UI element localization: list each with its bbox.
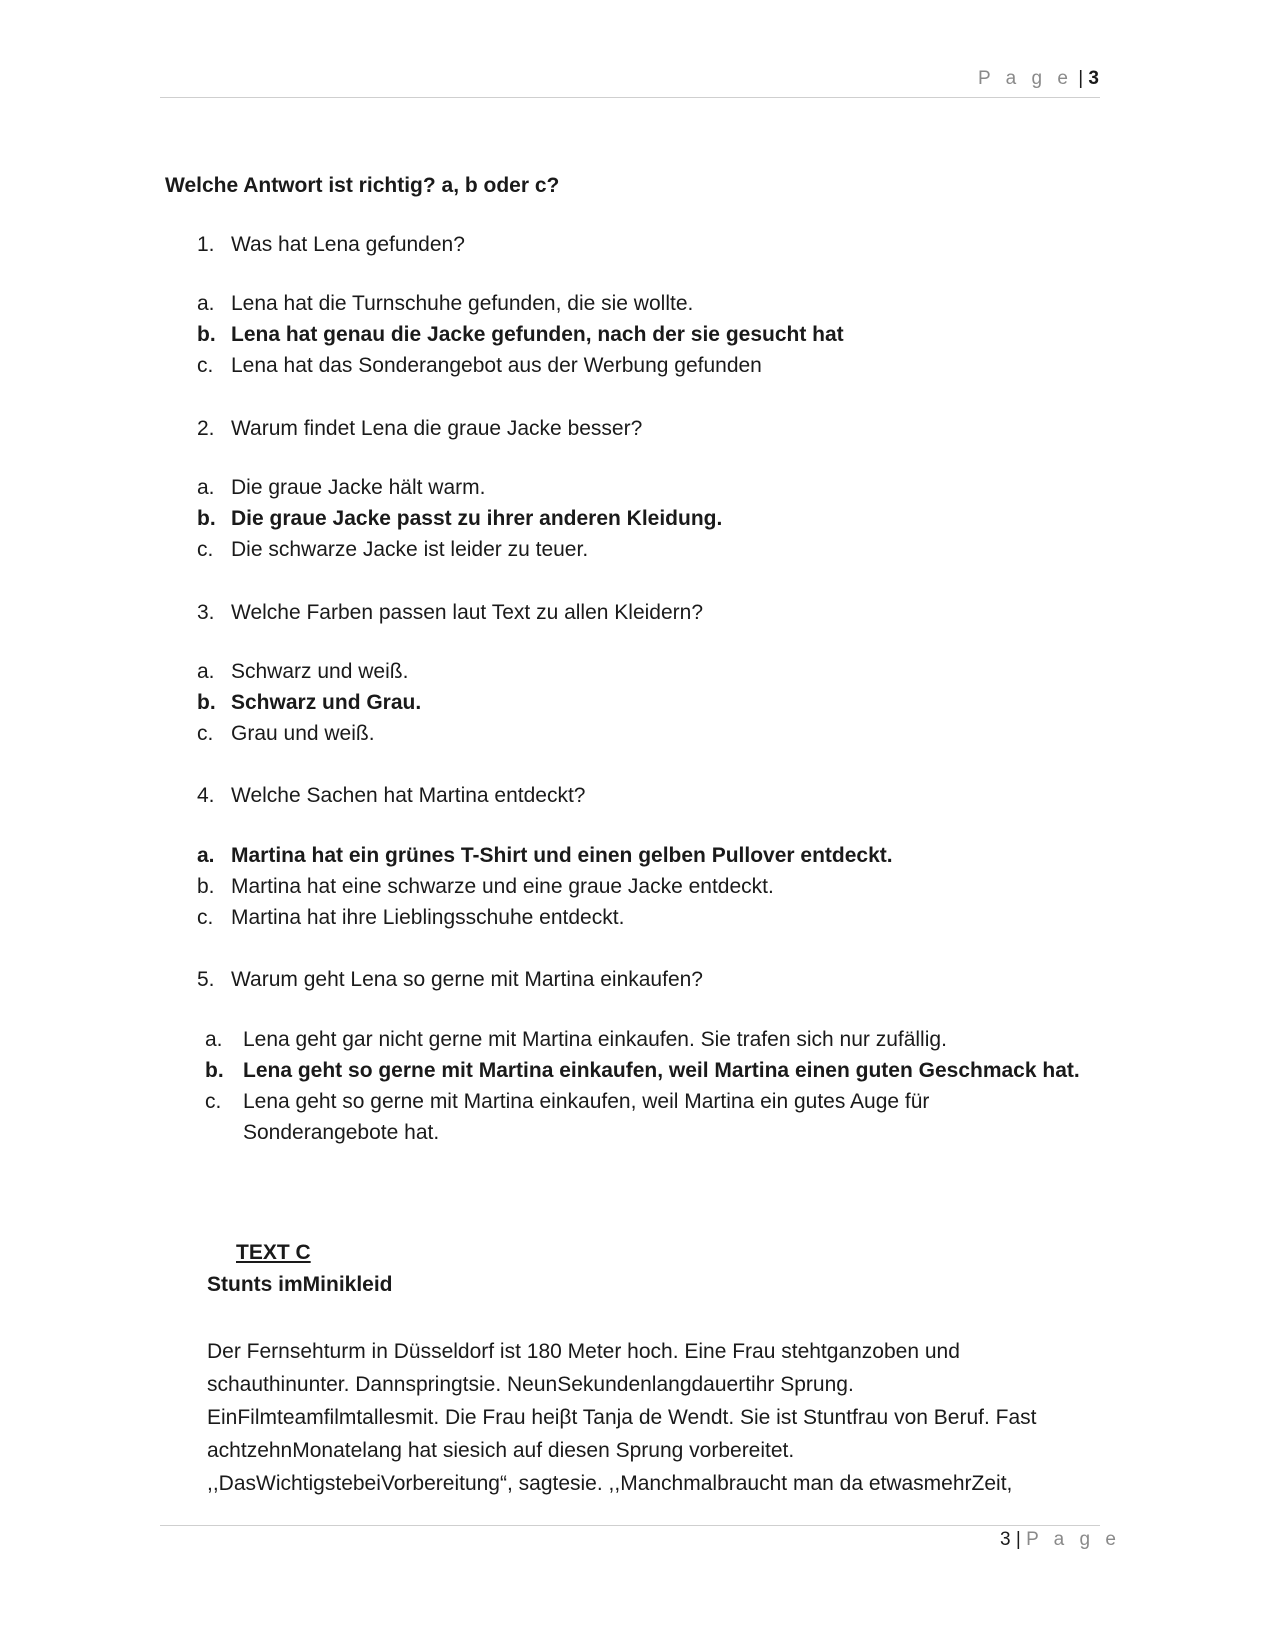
option-text: Lena geht so gerne mit Martina einkaufen, weil Martina ein gutes Auge für <box>243 1090 930 1113</box>
option-mark: c. <box>197 722 214 745</box>
option-text: Martina hat ihre Lieblingsschuhe entdeckt. <box>231 906 625 929</box>
footer-page-word: P a g e <box>1026 1529 1121 1550</box>
option-5c-continued: Sonderangebote hat. <box>243 1121 440 1144</box>
option-text: Lena geht so gerne mit Martina einkaufen, weil Martina einen guten Geschmack hat. <box>243 1059 1080 1082</box>
option-text: Martina hat ein grünes T-Shirt und einen gelben Pullover entdeckt. <box>231 844 893 867</box>
option-mark: b. <box>197 507 216 530</box>
header-separator: | <box>1078 68 1089 89</box>
option-text: Die graue Jacke passt zu ihrer anderen Kleidung. <box>231 507 723 530</box>
footer-page-number: 3 <box>1000 1529 1011 1550</box>
option-mark: b. <box>197 875 215 898</box>
option-text: Schwarz und Grau. <box>231 691 422 714</box>
question-number: 2. <box>197 417 215 440</box>
option-mark: b. <box>197 691 216 714</box>
question-number: 1. <box>197 233 215 256</box>
option-text: Grau und weiß. <box>231 722 375 745</box>
option-text: Lena hat das Sonderangebot aus der Werbung gefunden <box>231 354 762 377</box>
option-text: Schwarz und weiß. <box>231 660 409 683</box>
question-number: 5. <box>197 968 215 991</box>
text-c-paragraph: Der Fernsehturm in Düsseldorf ist 180 Meter hoch. Eine Frau stehtganzoben und schauthinunter. Dannspringtsie. NeunSekundenlangdauertihr Sprung. EinFilmteamfilmtallesmit. Die Frau heiβt Tanja de Wendt. Sie ist Stuntfrau von Beruf. Fast achtzehnMonatelang hat siesich auf diesen Sprung vorbereitet. ,,DasWichtigstebeiVorbereitung“, sagtesie. ,,Manchmalbraucht man da etwasmehrZeit, <box>207 1340 1037 1495</box>
option-text: Die schwarze Jacke ist leider zu teuer. <box>231 538 589 561</box>
option-mark: b. <box>205 1059 224 1082</box>
option-mark: a. <box>197 660 215 683</box>
option-mark: c. <box>197 538 214 561</box>
instruction: Welche Antwort ist richtig? a, b oder c? <box>165 174 560 197</box>
option-text: Martina hat eine schwarze und eine graue Jacke entdeckt. <box>231 875 774 898</box>
page-header <box>978 68 1099 90</box>
option-mark: a. <box>197 844 215 867</box>
option-mark: a. <box>197 292 215 315</box>
question-text: Was hat Lena gefunden? <box>231 233 465 256</box>
text-c-title: Stunts imMinikleid <box>207 1273 393 1296</box>
option-mark: a. <box>205 1028 223 1051</box>
footer-separator: | <box>1015 1529 1021 1550</box>
option-text: Die graue Jacke hält warm. <box>231 476 486 499</box>
question-text: Welche Farben passen laut Text zu allen Kleidern? <box>231 601 704 624</box>
option-text: Lena hat genau die Jacke gefunden, nach der sie gesucht hat <box>231 323 844 346</box>
footer-divider <box>160 1525 1100 1526</box>
option-mark: c. <box>205 1090 222 1113</box>
header-divider <box>160 97 1100 98</box>
option-mark: c. <box>197 906 214 929</box>
header-page-word: P a g e <box>978 68 1073 89</box>
question-number: 4. <box>197 784 215 807</box>
text-c-heading: TEXT C <box>236 1241 311 1264</box>
question-text: Welche Sachen hat Martina entdeckt? <box>231 784 586 807</box>
option-mark: c. <box>197 354 214 377</box>
question-text: Warum findet Lena die graue Jacke besser? <box>231 417 643 440</box>
question-text: Warum geht Lena so gerne mit Martina einkaufen? <box>231 968 703 991</box>
header-page-number: 3 <box>1088 68 1099 89</box>
option-text: Lena geht gar nicht gerne mit Martina einkaufen. Sie trafen sich nur zufällig. <box>243 1028 947 1051</box>
option-mark: b. <box>197 323 216 346</box>
option-text: Lena hat die Turnschuhe gefunden, die sie wollte. <box>231 292 694 315</box>
option-mark: a. <box>197 476 215 499</box>
question-number: 3. <box>197 601 215 624</box>
page-footer <box>1000 1529 1121 1551</box>
